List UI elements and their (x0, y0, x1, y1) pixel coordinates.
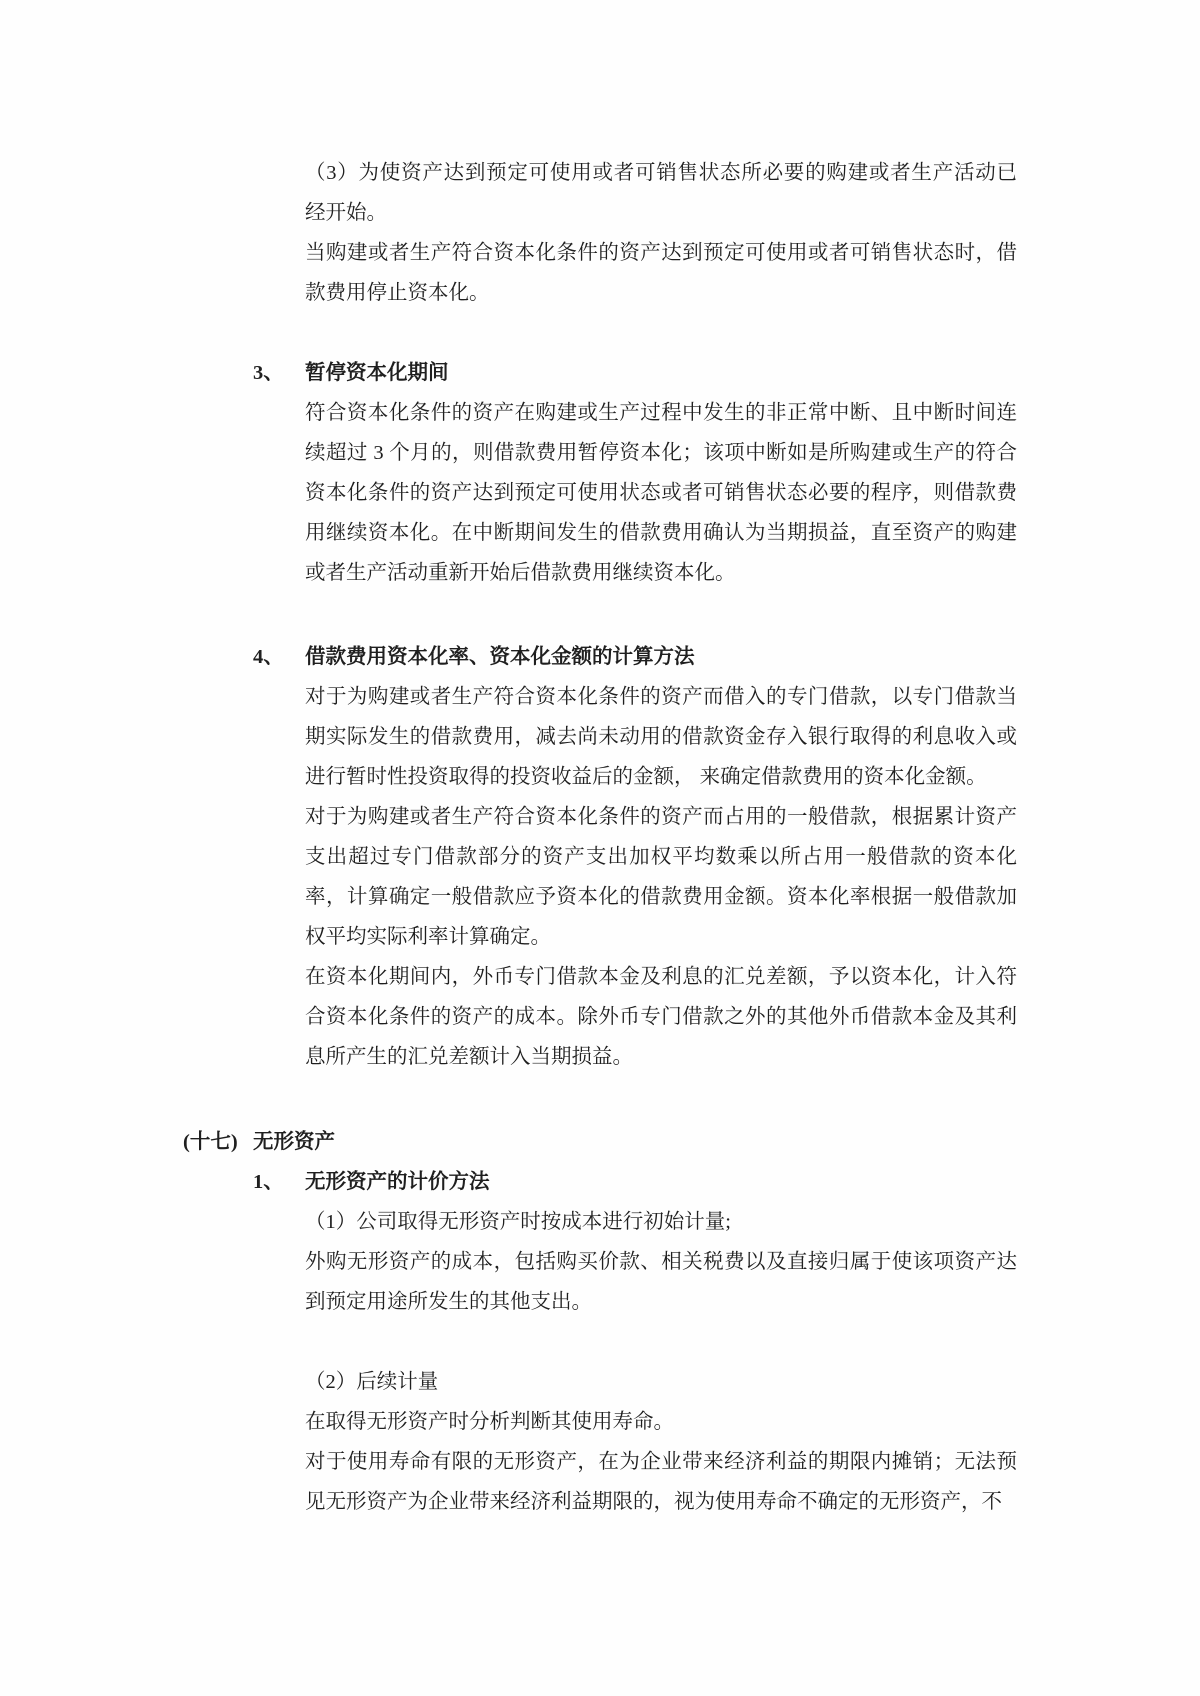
heading-4-capitalization-rate (253, 637, 1200, 677)
paragraph-general-borrowings (305, 797, 1017, 957)
text-line: 支出超过专门借款部分的资产支出加权平均数乘以所占用一般借款的资本化 (305, 846, 1017, 868)
paragraph-capitalization-stop (305, 233, 1017, 313)
paragraph-item-3 (305, 153, 1017, 233)
paragraph-special-borrowings (305, 677, 1017, 797)
text-line: 进行暂时性投资取得的投资收益后的金额， 来确定借款费用的资本化金额。 (305, 766, 987, 788)
heading-title: 无形资产 (253, 1131, 335, 1153)
text-line: 资本化条件的资产达到预定可使用状态或者可销售状态必要的程序，则借款费 (305, 482, 1017, 504)
text-line: 期实际发生的借款费用，减去尚未动用的借款资金存入银行取得的利息收入或 (305, 726, 1017, 748)
text-line: （1）公司取得无形资产时按成本进行初始计量; (305, 1211, 731, 1233)
text-line: 权平均实际利率计算确定。 (305, 926, 551, 948)
paragraph-exchange-differences (305, 957, 1017, 1077)
text-line: 或者生产活动重新开始后借款费用继续资本化。 (305, 562, 736, 584)
heading-title: 暂停资本化期间 (305, 362, 449, 384)
text-line: 对于使用寿命有限的无形资产，在为企业带来经济利益的期限内摊销；无法预 (305, 1451, 1017, 1473)
text-line: 经开始。 (305, 202, 387, 224)
paragraph-suspend-capitalization (305, 393, 1017, 593)
text-line: 率，计算确定一般借款应予资本化的借款费用金额。资本化率根据一般借款加 (305, 886, 1017, 908)
heading-number: 4、 (253, 646, 284, 668)
paragraph-purchased-intangible-cost (305, 1242, 1017, 1322)
text-line: 当购建或者生产符合资本化条件的资产达到预定可使用或者可销售状态时，借 (305, 242, 1017, 264)
text-line: 在取得无形资产时分析判断其使用寿命。 (305, 1411, 674, 1433)
text-line: 在资本化期间内，外币专门借款本金及利息的汇兑差额，予以资本化，计入符 (305, 966, 1017, 988)
text-line: 款费用停止资本化。 (305, 282, 490, 304)
heading-17-intangible-assets (183, 1122, 1200, 1162)
heading-1-valuation-method (253, 1162, 1200, 1202)
paragraph-useful-life-analysis (305, 1402, 1017, 1442)
text-line: 用继续资本化。在中断期间发生的借款费用确认为当期损益，直至资产的购建 (305, 522, 1017, 544)
text-line: （2）后续计量 (305, 1371, 439, 1393)
text-line: 符合资本化条件的资产在购建或生产过程中发生的非正常中断、且中断时间连 (305, 402, 1017, 424)
text-line: 续超过 3 个月的，则借款费用暂停资本化；该项中断如是所购建或生产的符合 (305, 442, 1017, 464)
text-line: 合资本化条件的资产的成本。除外币专门借款之外的其他外币借款本金及其利 (305, 1006, 1017, 1028)
text-line: 到预定用途所发生的其他支出。 (305, 1291, 592, 1313)
heading-3-suspend-capitalization (253, 353, 1200, 393)
paragraph-initial-measurement (305, 1202, 1017, 1242)
text-line: 息所产生的汇兑差额计入当期损益。 (305, 1046, 633, 1068)
text-line: 见无形资产为企业带来经济利益期限的，视为使用寿命不确定的无形资产，不 (305, 1491, 1002, 1513)
heading-number: 1、 (253, 1171, 284, 1193)
heading-title: 借款费用资本化率、资本化金额的计算方法 (305, 646, 695, 668)
text-line: 对于为购建或者生产符合资本化条件的资产而占用的一般借款，根据累计资产 (305, 806, 1017, 828)
heading-number: 3、 (253, 362, 284, 384)
paragraph-useful-life-amortization (305, 1442, 1017, 1522)
text-line: 外购无形资产的成本，包括购买价款、相关税费以及直接归属于使该项资产达 (305, 1251, 1017, 1273)
heading-title: 无形资产的计价方法 (305, 1171, 490, 1193)
paragraph-subsequent-measurement-title (305, 1362, 1017, 1402)
text-line: 对于为购建或者生产符合资本化条件的资产而借入的专门借款，以专门借款当 (305, 686, 1017, 708)
heading-number: (十七) (183, 1131, 238, 1153)
text-line: （3）为使资产达到预定可使用或者可销售状态所必要的购建或者生产活动已 (305, 162, 1017, 184)
